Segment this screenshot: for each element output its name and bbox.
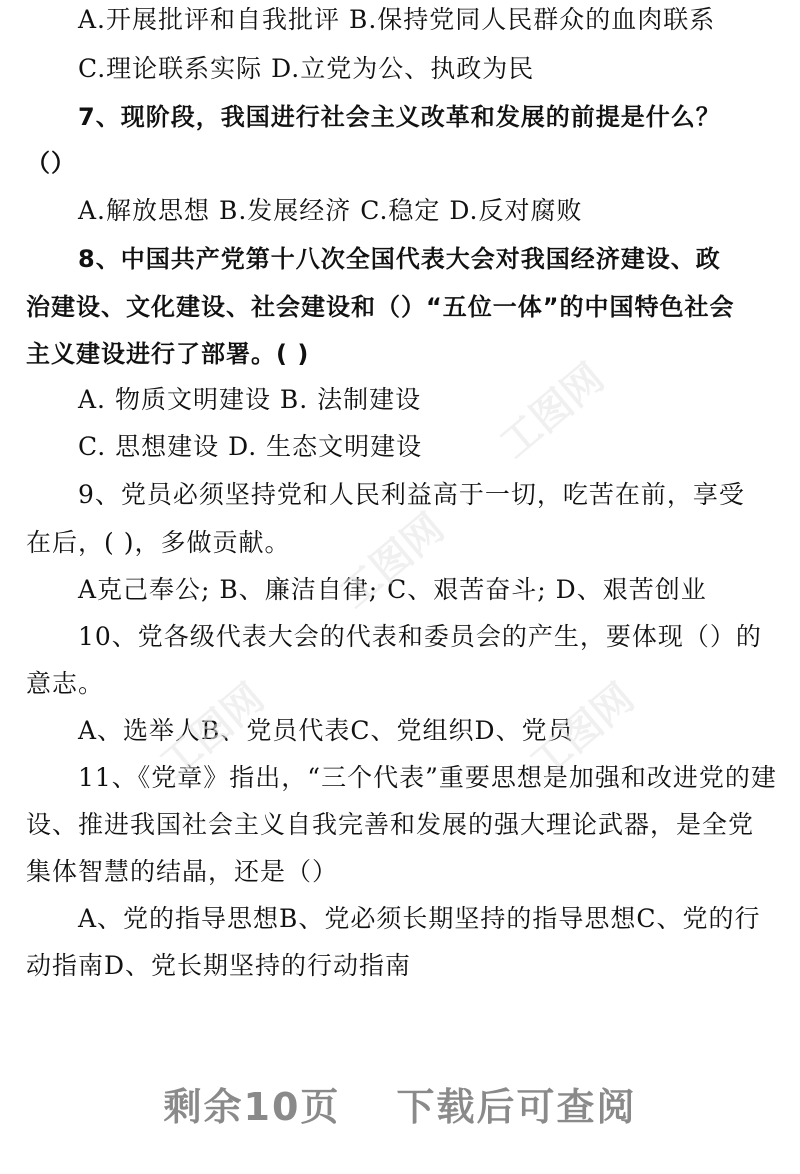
watermark-logo: 工图网 [151,674,273,788]
question-line: （） [26,149,76,177]
question-line: 7、现阶段，我国进行社会主义改革和发展的前提是什么？ [78,103,721,131]
option-line: 动指南D、党长期坚持的行动指南 [26,951,412,980]
option-line: A克己奉公; B、廉洁自律; C、艰苦奋斗; D、艰苦创业 [78,575,707,604]
watermark-logo: 工图网 [521,674,643,788]
question-line: 8、中国共产党第十八次全国代表大会对我国经济建设、政 [78,245,721,273]
option-line: A. 物质文明建设 B. 法制建设 [78,385,422,414]
question-line: 意志。 [26,669,105,698]
download-prompt[interactable] [0,1076,800,1131]
option-line: A、选举人B、党员代表C、党组织D、党员 [78,716,574,745]
option-line: C.理论联系实际 D.立党为公、执政为民 [78,54,535,83]
option-line: C. 思想建设 D. 生态文明建设 [78,432,423,461]
watermark-logo: 工图网 [331,504,453,618]
download-hint-label: 下载后可查阅 [396,1085,637,1129]
option-line: A、党的指导思想B、党必须长期坚持的指导思想C、党的行 [78,904,761,933]
remaining-pages-label: 剩余10页 [163,1085,341,1129]
question-line: 9、党员必须坚持党和人民利益高于一切，吃苦在前，享受 [78,480,745,509]
question-line: 设、推进我国社会主义自我完善和发展的强大理论武器，是全党 [26,810,755,839]
question-line: 集体智慧的结晶，还是（） [26,857,339,886]
question-line: 主义建设进行了部署。( ) [26,340,310,368]
watermark-logo: 工图网 [491,354,613,468]
option-line: A.开展批评和自我批评 B.保持党同人民群众的血肉联系 [78,5,716,34]
option-line: A.解放思想 B.发展经济 C.稳定 D.反对腐败 [78,196,583,225]
question-line: 在后，( )，多做贡献。 [26,528,291,557]
question-line: 11、《党章》指出，“三个代表”重要思想是加强和改进党的建 [78,763,777,792]
question-line: 治建设、文化建设、社会建设和（）“五位一体”的中国特色社会 [26,293,735,321]
question-line: 10、党各级代表大会的代表和委员会的产生，要体现（）的 [78,622,762,651]
